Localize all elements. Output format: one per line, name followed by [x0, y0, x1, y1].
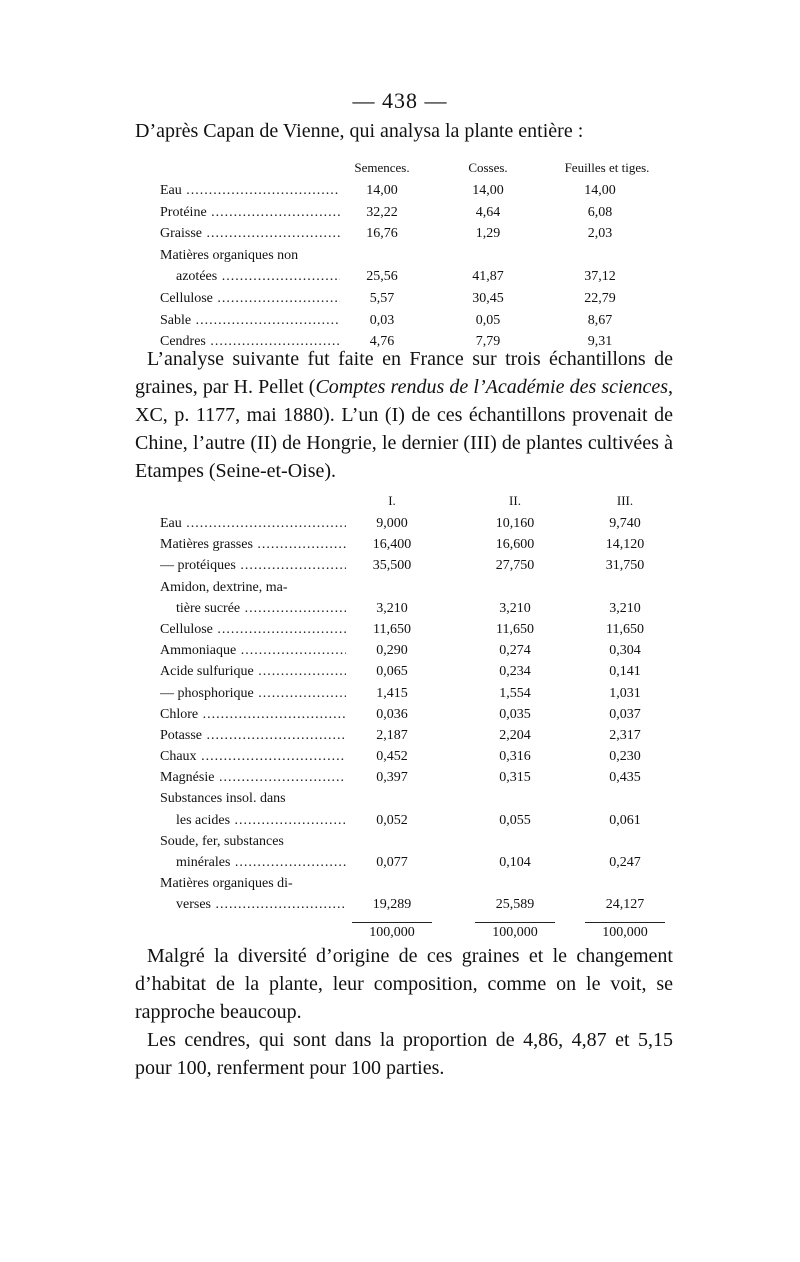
table-cell: 0,055 — [499, 812, 531, 828]
row-label: Cendres ..... — [160, 331, 340, 353]
table-cell: 16,600 — [495, 537, 535, 553]
table-cell: 0,247 — [609, 855, 641, 870]
total-cell: 100,000 — [492, 924, 538, 940]
row-label: Graisse ..... — [160, 223, 340, 245]
table-row — [160, 746, 660, 767]
row-label: Cellulose ..... — [160, 288, 340, 310]
table-cell: 3,210 — [499, 600, 531, 616]
row-label: Matières organiques di- — [160, 876, 293, 892]
row-label: Chlore ..... — [160, 704, 346, 725]
row-label: Ammoniaque ..... — [160, 640, 346, 661]
table-row — [160, 661, 660, 682]
column-header: Feuilles et tiges. — [564, 160, 650, 175]
table-cell: 0,05 — [475, 312, 501, 328]
table-cell: 2,187 — [376, 727, 408, 743]
table-cell: 0,03 — [369, 312, 395, 328]
table-row — [160, 873, 660, 894]
conclusion-paragraphs — [135, 942, 673, 1082]
table-row — [160, 513, 660, 534]
row-label: azotées ..... — [160, 266, 340, 288]
table-cell: 0,061 — [609, 812, 641, 828]
table-row — [160, 810, 660, 831]
table-row — [160, 852, 660, 873]
table-cell: 11,650 — [373, 621, 411, 637]
table-cell: 8,67 — [587, 312, 613, 328]
table-cell: 0,316 — [499, 749, 531, 765]
table-cell: 16,400 — [372, 537, 412, 553]
table-cell: 0,274 — [499, 643, 531, 659]
column-header: I. — [388, 493, 396, 508]
table-cell: 0,077 — [376, 855, 408, 870]
table-cell: 0,052 — [376, 812, 408, 828]
row-label: Matières organiques non — [160, 247, 299, 263]
row-label: Eau ..... — [160, 180, 340, 202]
table-row — [160, 310, 680, 332]
table-cell: 32,22 — [366, 204, 398, 220]
column-header: II. — [509, 493, 521, 508]
table-row — [160, 288, 680, 310]
pellet-paragraph — [135, 345, 673, 485]
table-cell: 16,76 — [366, 226, 398, 242]
table-row — [160, 534, 660, 555]
row-label: Cellulose ..... — [160, 619, 346, 640]
table-cell: 0,452 — [376, 749, 408, 765]
table-cell: 35,500 — [372, 558, 412, 574]
table-cell: 0,141 — [609, 664, 641, 680]
table-cell: 5,57 — [369, 290, 395, 306]
paragraph-text: , XC, p. 1177, mai 1880). L’un (I) de ces échantillons provenait de Chine, l’autre (II) de Hongrie, le dernier (III) de plantes cultivées à Etampes (Seine-et-Oise). — [135, 376, 673, 482]
page-number: — 438 — — [352, 88, 448, 113]
column-header: Cosses. — [468, 160, 508, 175]
citation-title: Comptes rendus de l’Académie des sciences — [315, 376, 668, 398]
table-cell: 9,31 — [587, 334, 613, 350]
row-label: les acides ..... — [160, 810, 346, 831]
table-cell: 31,750 — [605, 558, 645, 574]
table-cell: 0,234 — [499, 664, 531, 680]
table-cell: 41,87 — [472, 269, 504, 285]
table-cell: 3,210 — [376, 600, 408, 616]
table-header — [160, 493, 660, 513]
table-row — [160, 704, 660, 725]
table-row — [160, 202, 680, 224]
table-cell: 2,317 — [609, 727, 641, 743]
totals-row — [160, 922, 660, 943]
column-header: III. — [616, 493, 634, 508]
table-row — [160, 577, 660, 598]
table-cell: 14,00 — [472, 183, 504, 198]
paragraph-text: Malgré la diversité d’origine de ces graines et le changement d’habitat de la plante, leur composition, comme on le voit, se rapproche beaucoup. — [135, 945, 673, 1023]
row-label: Potasse ..... — [160, 725, 346, 746]
table-row — [160, 555, 660, 576]
table-cell: 22,79 — [584, 290, 616, 306]
table-cell: 3,210 — [609, 600, 641, 616]
row-label: Magnésie ..... — [160, 767, 346, 788]
table-cell: 1,031 — [609, 685, 641, 701]
table-row — [160, 180, 680, 202]
table-row — [160, 223, 680, 245]
row-label: Amidon, dextrine, ma- — [160, 579, 288, 595]
table-cell: 0,035 — [499, 706, 531, 722]
table-row — [160, 640, 660, 661]
table-cell: 1,29 — [475, 226, 501, 242]
row-label: Sable ..... — [160, 310, 340, 332]
capan-analysis-table — [160, 160, 680, 353]
table-cell: 0,290 — [376, 643, 408, 659]
total-cell: 100,000 — [369, 924, 415, 940]
table-row — [160, 831, 660, 852]
table-row — [160, 767, 660, 788]
table-cell: 0,397 — [376, 770, 408, 786]
table-cell: 9,000 — [376, 516, 408, 531]
table-row — [160, 788, 660, 809]
row-label: Soude, fer, substances — [160, 833, 284, 849]
table-row — [160, 598, 660, 619]
table-cell: 11,650 — [496, 621, 534, 637]
table-cell: 0,065 — [376, 664, 408, 680]
table-cell: 11,650 — [606, 621, 644, 637]
column-header: Semences. — [354, 160, 410, 175]
row-label: Eau ..... — [160, 513, 346, 534]
total-cell: 100,000 — [602, 924, 648, 940]
pellet-analysis-table — [160, 493, 660, 943]
row-label: Substances insol. dans — [160, 791, 286, 807]
row-label: — phosphorique ..... — [160, 683, 346, 704]
table-cell: 0,230 — [609, 749, 641, 765]
table-cell: 14,00 — [584, 183, 616, 198]
table-cell: 4,64 — [475, 204, 501, 220]
row-label: Matières grasses ..... — [160, 534, 346, 555]
table-row — [160, 894, 660, 915]
row-label: Protéine ..... — [160, 202, 340, 224]
table-cell: 1,415 — [376, 685, 408, 701]
table-cell: 24,127 — [605, 897, 645, 913]
table-cell: 37,12 — [584, 269, 616, 285]
table-cell: 25,589 — [495, 897, 535, 913]
table-cell: 0,036 — [376, 706, 408, 722]
table-cell: 4,76 — [369, 334, 395, 350]
table-cell: 10,160 — [495, 516, 535, 531]
row-label: minérales ..... — [160, 852, 346, 873]
table-cell: 27,750 — [495, 558, 535, 574]
table-cell: 14,120 — [605, 537, 645, 553]
intro-sentence: D’après Capan de Vienne, qui analysa la plante entière : — [135, 120, 584, 142]
row-label: verses ..... — [160, 894, 346, 915]
table-cell: 30,45 — [472, 290, 504, 306]
table-row — [160, 266, 680, 288]
table-cell: 7,79 — [475, 334, 501, 350]
row-label: — protéiques ..... — [160, 555, 346, 576]
table-cell: 0,435 — [609, 770, 641, 786]
table-cell: 0,104 — [499, 855, 531, 870]
table-row — [160, 725, 660, 746]
table-cell: 14,00 — [366, 183, 398, 198]
table-cell: 0,315 — [499, 770, 531, 786]
table-cell: 6,08 — [587, 204, 613, 220]
row-label: Acide sulfurique ..... — [160, 661, 346, 682]
table-cell: 1,554 — [499, 685, 531, 701]
table-cell: 25,56 — [366, 269, 398, 285]
table-row — [160, 683, 660, 704]
table-cell: 2,204 — [499, 727, 531, 743]
row-label: Chaux ..... — [160, 746, 346, 767]
table-header — [160, 160, 680, 180]
table-row — [160, 245, 680, 267]
table-cell: 0,304 — [609, 643, 641, 659]
paragraph-text: Les cendres, qui sont dans la proportion de 4,86, 4,87 et 5,15 pour 100, renferment pour 100 parties. — [135, 1029, 673, 1079]
row-label: tière sucrée ..... — [160, 598, 346, 619]
table-cell: 0,037 — [609, 706, 641, 722]
table-cell: 2,03 — [587, 226, 613, 242]
table-row — [160, 619, 660, 640]
paragraph-text: L’analyse suivante fut faite en France sur trois échantillons de graines, par H. Pellet ( — [135, 348, 673, 398]
table-cell: 19,289 — [372, 897, 412, 913]
table-cell: 9,740 — [609, 516, 641, 531]
